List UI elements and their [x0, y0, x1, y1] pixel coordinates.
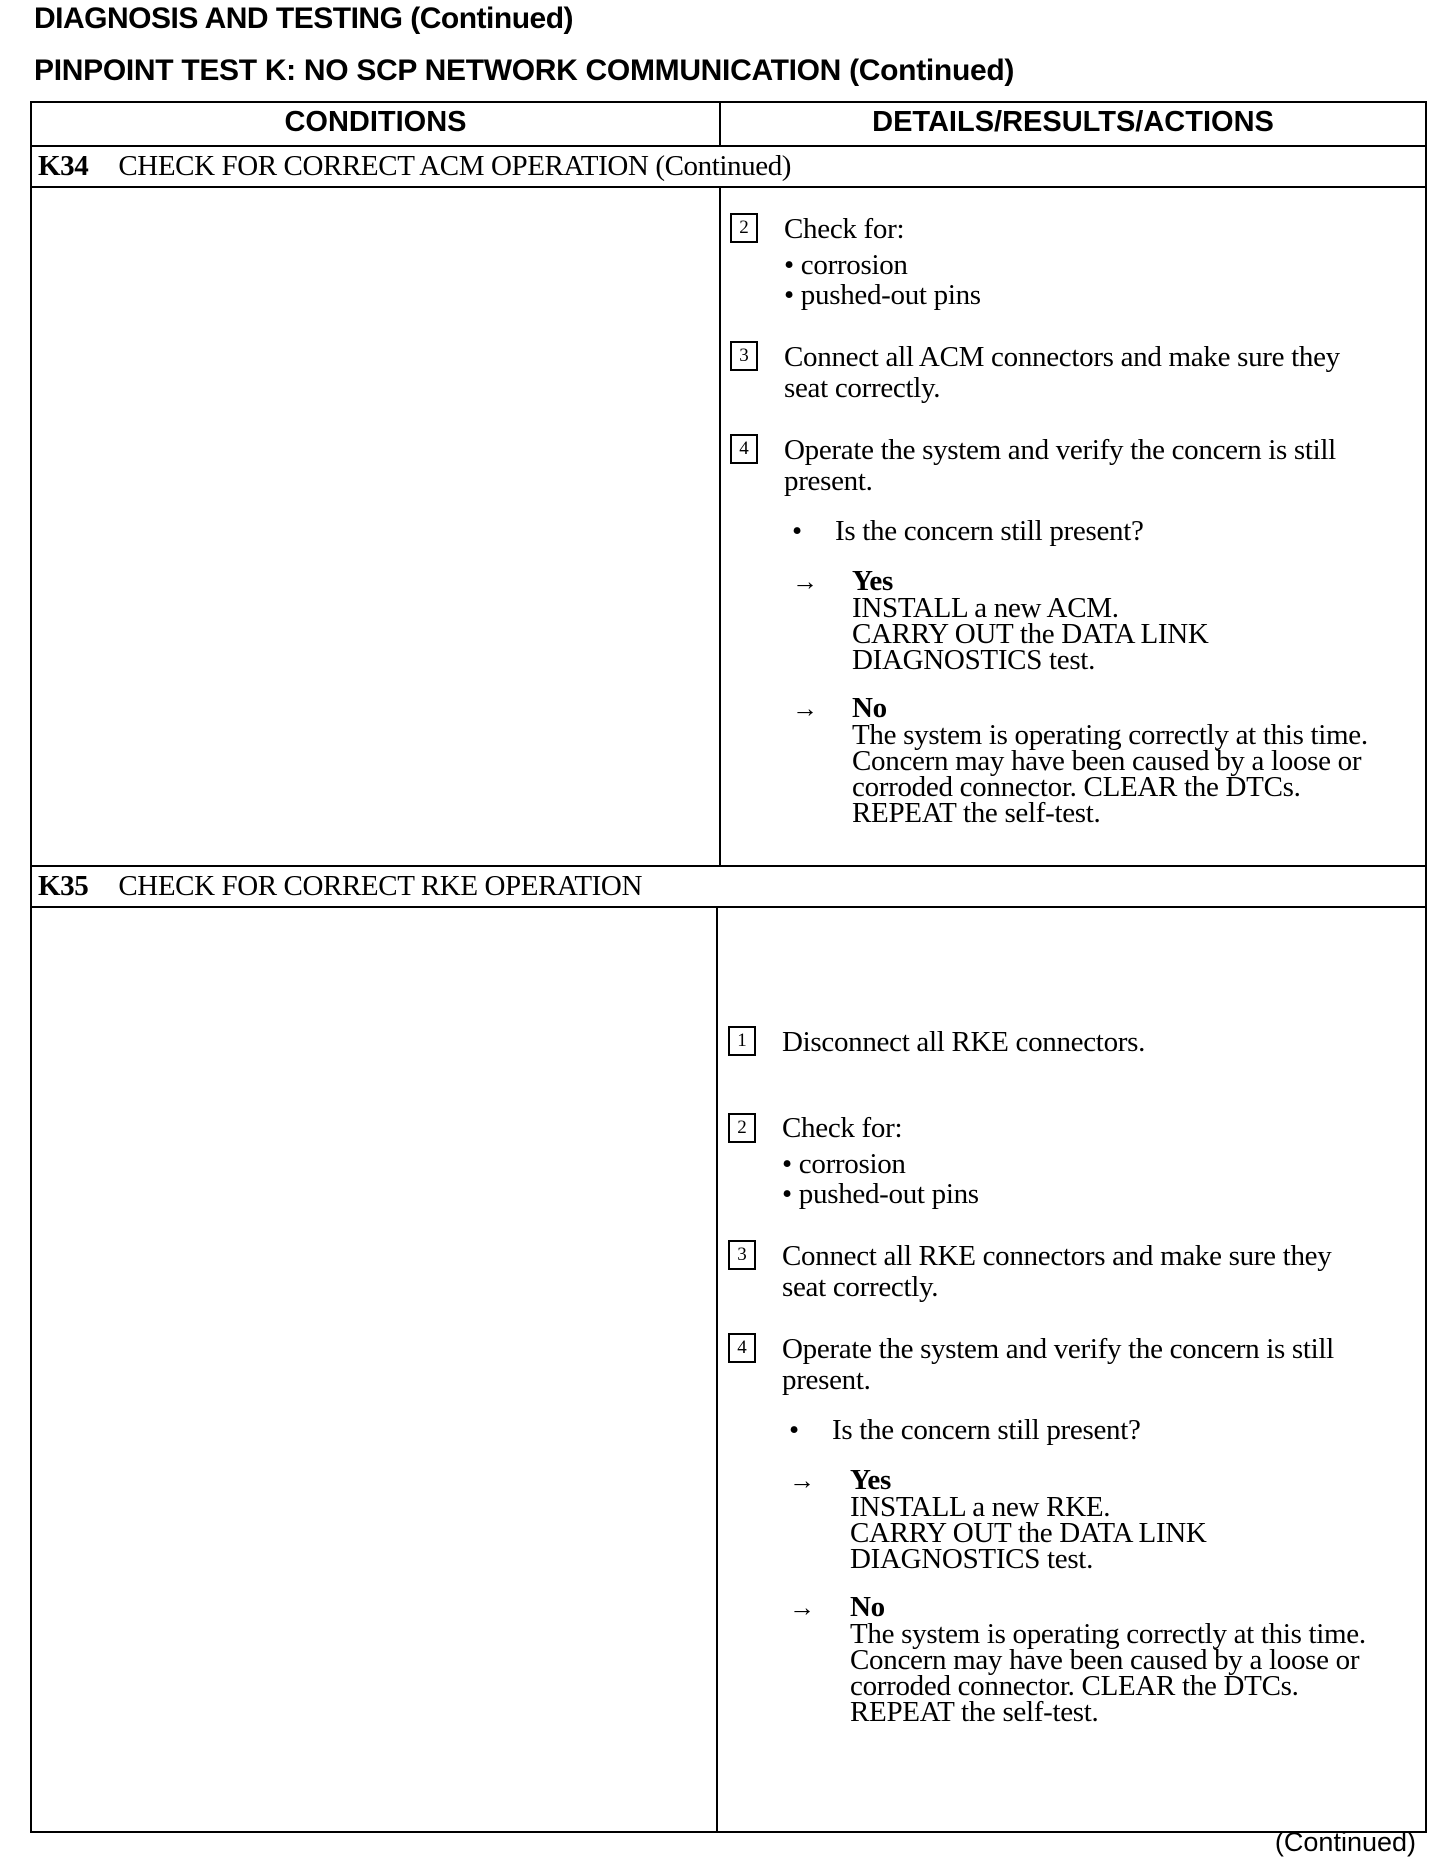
- header-divider: [719, 103, 721, 145]
- k34-no-line-2: Concern may have been caused by a loose or: [852, 745, 1362, 777]
- k34-yes-line-3: DIAGNOSTICS test.: [852, 644, 1096, 676]
- k35-step2-text: Check for:: [782, 1112, 903, 1144]
- k35-step3-line-2: seat correctly.: [782, 1271, 939, 1303]
- bullet-icon: •: [792, 515, 802, 547]
- k35-step4-line-2: present.: [782, 1364, 871, 1396]
- k34-step-title: [38, 150, 791, 183]
- k35-step3-line-1: Connect all RKE connectors and make sure they: [782, 1240, 1332, 1272]
- k35-question: Is the concern still present?: [832, 1414, 1141, 1446]
- k34-step3-line-2: seat correctly.: [784, 372, 941, 404]
- k35-step-title: [38, 870, 642, 903]
- k35-step1-text: Disconnect all RKE connectors.: [782, 1026, 1146, 1058]
- k34-no-label: No: [852, 692, 887, 724]
- k35-no-line-1: The system is operating correctly at this time.: [850, 1618, 1366, 1650]
- k35-code: K35: [38, 870, 89, 902]
- details-header: DETAILS/RESULTS/ACTIONS: [872, 106, 1274, 138]
- continued-footer: (Continued): [1274, 1827, 1416, 1857]
- k34-step3-line-1: Connect all ACM connectors and make sure they: [784, 341, 1340, 373]
- k34-step2-bullet-1: • corrosion: [784, 249, 908, 281]
- k34-code: K34: [38, 150, 89, 182]
- conditions-header: CONDITIONS: [284, 106, 467, 138]
- k34-step4-number: 4: [730, 434, 758, 464]
- arrow-right-icon: →: [792, 567, 818, 596]
- k35-title: CHECK FOR CORRECT RKE OPERATION: [118, 870, 642, 902]
- k35-yes-label: Yes: [850, 1464, 891, 1496]
- k35-no-line-2: Concern may have been caused by a loose or: [850, 1644, 1360, 1676]
- k35-step3-number: 3: [728, 1240, 756, 1270]
- k34-no-line-3: corroded connector. CLEAR the DTCs.: [852, 771, 1301, 803]
- arrow-right-icon: →: [789, 1466, 815, 1495]
- k35-title-divider: [32, 906, 1425, 908]
- arrow-right-icon: →: [789, 1593, 815, 1622]
- k35-step4-line-1: Operate the system and verify the concern is still: [782, 1333, 1334, 1365]
- k34-yes-line-2: CARRY OUT the DATA LINK: [852, 618, 1209, 650]
- k35-no-label: No: [850, 1591, 885, 1623]
- k35-no-line-4: REPEAT the self-test.: [850, 1696, 1099, 1728]
- pinpoint-table: [30, 101, 1427, 1833]
- k35-step2-bullet-2: • pushed-out pins: [782, 1178, 979, 1210]
- k34-title-divider: [32, 186, 1425, 188]
- section-title: DIAGNOSIS AND TESTING (Continued): [34, 2, 574, 35]
- k34-no-line-4: REPEAT the self-test.: [852, 797, 1101, 829]
- k35-top-divider: [32, 865, 1425, 867]
- k35-yes-line-2: CARRY OUT the DATA LINK: [850, 1517, 1207, 1549]
- k35-step2-number: 2: [728, 1113, 756, 1143]
- k34-step3-number: 3: [730, 341, 758, 371]
- k35-no-line-3: corroded connector. CLEAR the DTCs.: [850, 1670, 1299, 1702]
- k34-step4-line-1: Operate the system and verify the concern is still: [784, 434, 1336, 466]
- table-header-row: [32, 103, 1425, 147]
- k34-column-divider: [719, 188, 721, 865]
- k34-yes-line-1: INSTALL a new ACM.: [852, 592, 1119, 624]
- k35-step2-bullet-1: • corrosion: [782, 1148, 906, 1180]
- test-title: PINPOINT TEST K: NO SCP NETWORK COMMUNICATION (Continued): [34, 54, 1015, 87]
- k35-yes-line-3: DIAGNOSTICS test.: [850, 1543, 1094, 1575]
- k34-no-line-1: The system is operating correctly at this time.: [852, 719, 1368, 751]
- k35-yes-line-1: INSTALL a new RKE.: [850, 1491, 1111, 1523]
- k34-step4-line-2: present.: [784, 465, 873, 497]
- k34-yes-label: Yes: [852, 565, 893, 597]
- k35-step4-number: 4: [728, 1333, 756, 1363]
- k35-column-divider: [716, 908, 718, 1833]
- arrow-right-icon: →: [792, 694, 818, 723]
- k34-step2-bullet-2: • pushed-out pins: [784, 279, 981, 311]
- k35-step1-number: 1: [728, 1026, 756, 1056]
- k34-question: Is the concern still present?: [835, 515, 1144, 547]
- bullet-icon: •: [789, 1414, 799, 1446]
- k34-step2-text: Check for:: [784, 213, 905, 245]
- k34-step2-number: 2: [730, 213, 758, 243]
- k34-title: CHECK FOR CORRECT ACM OPERATION (Continued): [118, 150, 792, 182]
